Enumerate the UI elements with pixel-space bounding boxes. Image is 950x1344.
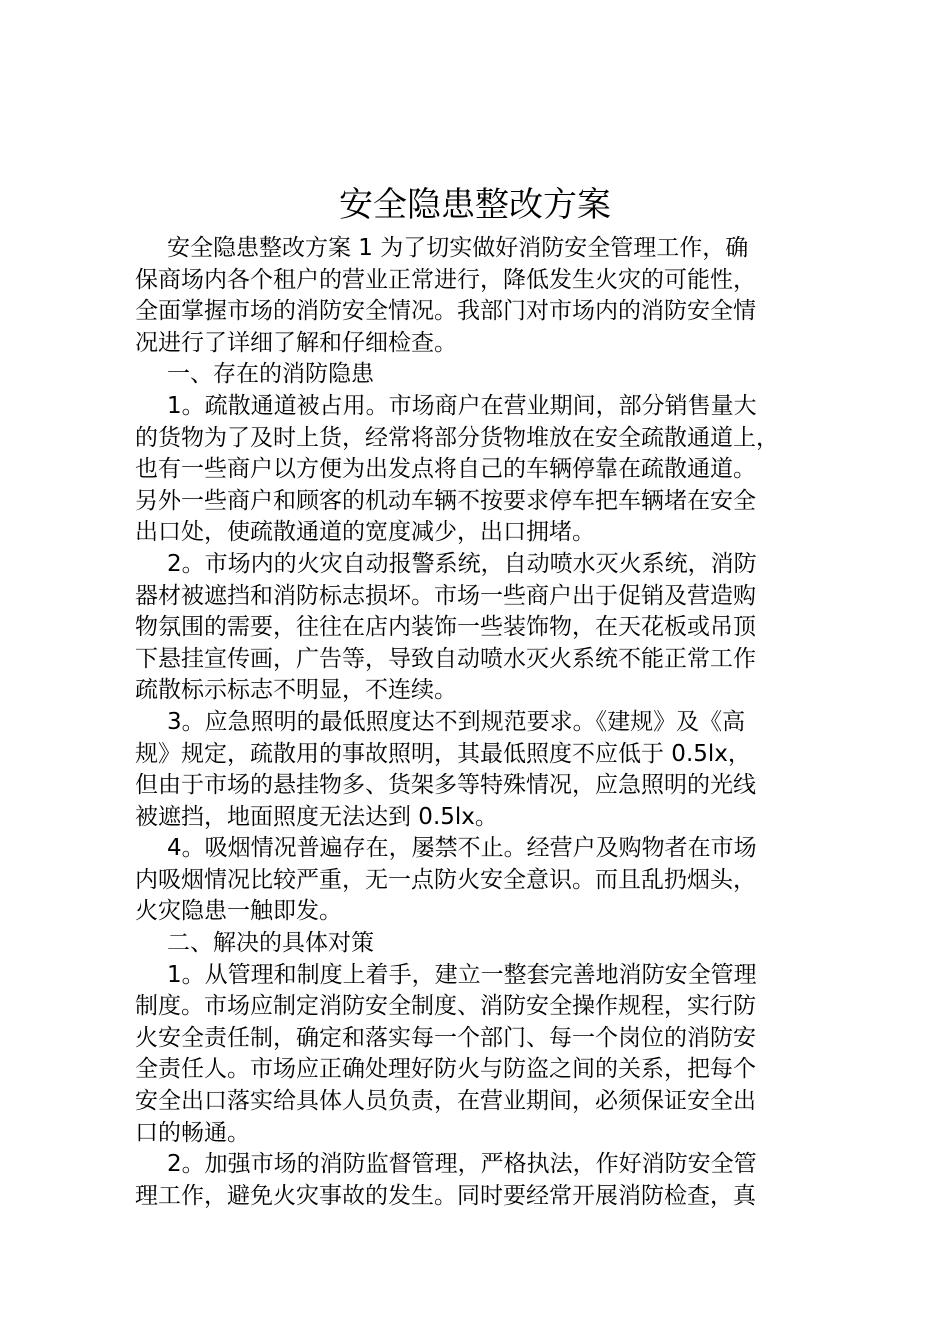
body-text-line: 也有一些商户以方便为出发点将自己的车辆停靠在疏散通道。	[135, 456, 756, 483]
body-text-line: 2。加强市场的消防监督管理，严格执法，作好消防安全管	[167, 1151, 757, 1178]
body-text-line: 出口处，使疏散通道的宽度减少，出口拥堵。	[135, 519, 595, 546]
body-text-line: 1。从管理和制度上着手，建立一整套完善地消防安全管理	[167, 961, 757, 988]
body-text-line: 安全隐患整改方案 1 为了切实做好消防安全管理工作，确	[167, 235, 749, 261]
body-text-line: 况进行了详细了解和仔细检查。	[135, 329, 457, 356]
body-text-line: 但由于市场的悬挂物多、货架多等特殊情况，应急照明的光线	[135, 772, 756, 799]
body-text-line: 下悬挂宣传画，广告等，导致自动喷水灭火系统不能正常工作	[135, 645, 756, 672]
body-text-line: 2。市场内的火灾自动报警系统，自动喷水灭火系统，消防	[167, 550, 757, 577]
document-body	[135, 233, 831, 1212]
body-text-line: 另外一些商户和顾客的机动车辆不按要求停车把车辆堵在安全	[135, 487, 756, 514]
body-text-line: 全责任人。市场应正确处理好防火与防盗之间的关系，把每个	[135, 1056, 756, 1083]
body-text-line: 火灾隐患一触即发。	[135, 898, 342, 925]
body-text-line: 二、解决的具体对策	[167, 930, 374, 957]
body-text-line: 被遮挡，地面照度无法达到 0.5lx。	[135, 803, 498, 830]
body-text-line: 内吸烟情况比较严重，无一点防火安全意识。而且乱扔烟头，	[135, 866, 756, 893]
body-text-line: 一、存在的消防隐患	[167, 361, 374, 388]
body-text-line: 的货物为了及时上货，经常将部分货物堆放在安全疏散通道上，	[135, 424, 779, 451]
document-title: 安全隐患整改方案	[339, 185, 611, 225]
body-text-line: 物氛围的需要，往往在店内装饰一些装饰物，在天花板或吊顶	[135, 614, 756, 641]
body-text-line: 理工作，避免火灾事故的发生。同时要经常开展消防检查，真	[135, 1182, 756, 1209]
body-text-line: 保商场内各个租户的营业正常进行，降低发生火灾的可能性，	[135, 266, 756, 293]
body-text-line: 安全出口落实给具体人员负责，在营业期间，必须保证安全出	[135, 1088, 756, 1115]
body-text-line: 1。疏散通道被占用。市场商户在营业期间，部分销售量大	[167, 392, 757, 419]
body-text-line: 口的畅通。	[135, 1119, 250, 1146]
body-text-line: 制度。市场应制定消防安全制度、消防安全操作规程，实行防	[135, 993, 756, 1020]
body-text-line: 规》规定，疏散用的事故照明，其最低照度不应低于 0.5lx，	[135, 740, 751, 767]
body-text-line: 全面掌握市场的消防安全情况。我部门对市场内的消防安全情	[135, 298, 756, 325]
body-text-line: 3。应急照明的最低照度达不到规范要求。《建规》及《高	[167, 708, 746, 735]
body-text-line: 疏散标示标志不明显，不连续。	[135, 677, 457, 704]
body-text-line: 4。吸烟情况普遍存在，屡禁不止。经营户及购物者在市场	[167, 835, 757, 862]
body-text-line: 器材被遮挡和消防标志损坏。市场一些商户出于促销及营造购	[135, 582, 756, 609]
body-text-line: 火安全责任制，确定和落实每一个部门、每一个岗位的消防安	[135, 1024, 756, 1051]
